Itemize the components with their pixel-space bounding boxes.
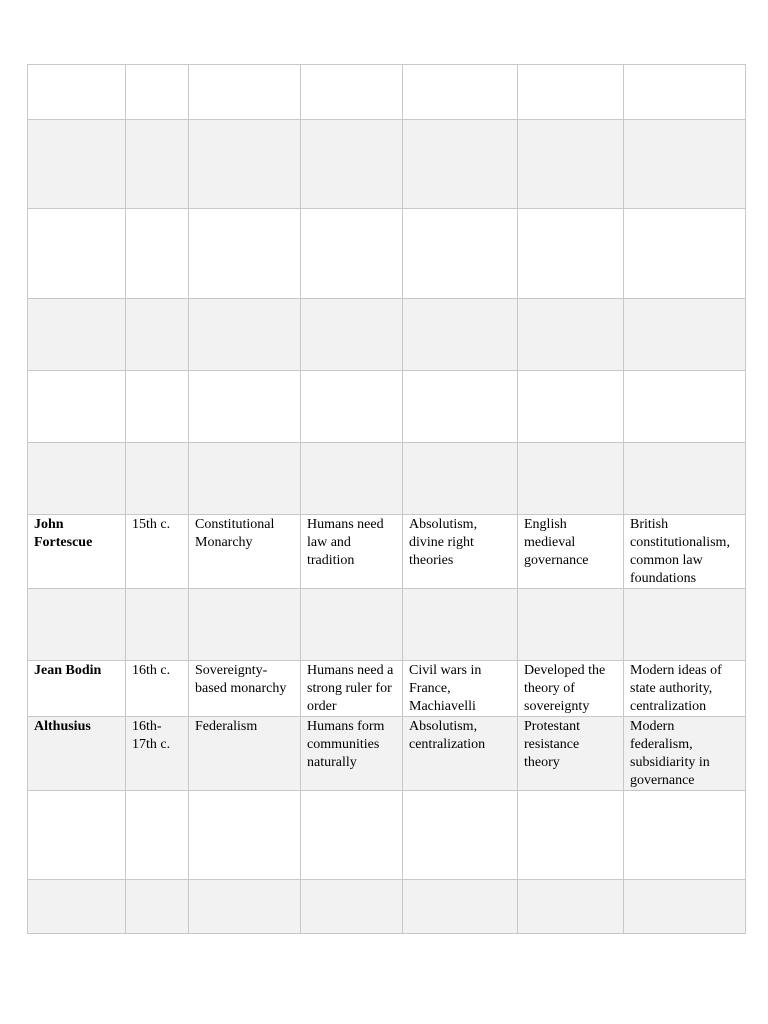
- table-cell-legacy: [624, 515, 746, 589]
- table-row: [28, 661, 746, 717]
- table-row: [28, 371, 746, 443]
- table-cell-thinker: [28, 371, 126, 443]
- table-row: [28, 589, 746, 661]
- table-cell-context: [518, 371, 624, 443]
- table-cell-era: [126, 661, 189, 717]
- table-cell-reacting-to: [403, 661, 518, 717]
- table-cell-era: [126, 299, 189, 371]
- table-row: [28, 443, 746, 515]
- table-cell-context: [518, 65, 624, 120]
- table-cell-reacting-to: [403, 589, 518, 661]
- table-cell-era: [126, 209, 189, 299]
- table-cell-thinker: [28, 661, 126, 717]
- cell-text: Modern ideas of state authority, centralization: [630, 663, 722, 714]
- table-cell-context: [518, 589, 624, 661]
- cell-text: English medieval governance: [524, 517, 589, 568]
- thinkers-table: [27, 64, 746, 934]
- cell-text: 16th-17th c.: [132, 719, 171, 752]
- cell-text: Althusius: [34, 719, 91, 734]
- cell-text: Humans need law and tradition: [307, 517, 384, 568]
- table-cell-reacting-to: [403, 209, 518, 299]
- table-cell-human-nature: [301, 515, 403, 589]
- table-cell-legacy: [624, 880, 746, 934]
- table-cell-legacy: [624, 65, 746, 120]
- table-cell-reacting-to: [403, 717, 518, 791]
- table-cell-context: [518, 880, 624, 934]
- cell-text: Federalism: [195, 719, 258, 734]
- table-row: [28, 209, 746, 299]
- table-cell-human-nature: [301, 65, 403, 120]
- table-cell-context: [518, 299, 624, 371]
- cell-text: Humans need a strong ruler for order: [307, 663, 394, 714]
- table-cell-context: [518, 209, 624, 299]
- table-cell-government: [189, 209, 301, 299]
- table-cell-legacy: [624, 120, 746, 209]
- table-cell-government: [189, 371, 301, 443]
- table-cell-human-nature: [301, 880, 403, 934]
- table-cell-legacy: [624, 299, 746, 371]
- cell-text: 15th c.: [132, 517, 171, 532]
- table-cell-era: [126, 65, 189, 120]
- table-cell-human-nature: [301, 717, 403, 791]
- table-cell-thinker: [28, 717, 126, 791]
- table-cell-government: [189, 515, 301, 589]
- table-cell-government: [189, 717, 301, 791]
- table-cell-government: [189, 443, 301, 515]
- table-cell-era: [126, 791, 189, 880]
- table-cell-reacting-to: [403, 299, 518, 371]
- table-row: [28, 717, 746, 791]
- table-cell-human-nature: [301, 209, 403, 299]
- table-cell-context: [518, 515, 624, 589]
- table-cell-thinker: [28, 209, 126, 299]
- table-cell-government: [189, 65, 301, 120]
- table-cell-era: [126, 717, 189, 791]
- table-cell-government: [189, 791, 301, 880]
- cell-text: Protestant resistance theory: [524, 719, 580, 770]
- table-cell-human-nature: [301, 120, 403, 209]
- cell-text: British constitutionalism, common law foundations: [630, 517, 730, 586]
- table-cell-human-nature: [301, 299, 403, 371]
- table-cell-reacting-to: [403, 120, 518, 209]
- cell-text: Constitutional Monarchy: [195, 517, 275, 550]
- table-row: [28, 65, 746, 120]
- table-cell-human-nature: [301, 371, 403, 443]
- table-cell-legacy: [624, 209, 746, 299]
- table-row: [28, 299, 746, 371]
- table-cell-government: [189, 880, 301, 934]
- table-cell-human-nature: [301, 589, 403, 661]
- table-cell-reacting-to: [403, 791, 518, 880]
- table-cell-context: [518, 717, 624, 791]
- table-cell-thinker: [28, 299, 126, 371]
- cell-text: John Fortescue: [34, 517, 93, 550]
- table-cell-context: [518, 791, 624, 880]
- cell-text: Modern federalism, subsidiarity in governance: [630, 719, 710, 788]
- table-cell-thinker: [28, 120, 126, 209]
- table-cell-thinker: [28, 443, 126, 515]
- table-cell-reacting-to: [403, 65, 518, 120]
- cell-text: 16th c.: [132, 663, 171, 678]
- table-cell-context: [518, 120, 624, 209]
- table-cell-human-nature: [301, 791, 403, 880]
- table-cell-legacy: [624, 443, 746, 515]
- cell-text: Absolutism, centralization: [409, 719, 486, 752]
- table-cell-thinker: [28, 515, 126, 589]
- table-cell-era: [126, 515, 189, 589]
- table-cell-legacy: [624, 791, 746, 880]
- table-cell-era: [126, 589, 189, 661]
- table-cell-legacy: [624, 589, 746, 661]
- table-cell-era: [126, 120, 189, 209]
- table-cell-government: [189, 120, 301, 209]
- table-cell-reacting-to: [403, 515, 518, 589]
- table-row: [28, 515, 746, 589]
- table-cell-reacting-to: [403, 880, 518, 934]
- table-cell-government: [189, 661, 301, 717]
- table-cell-government: [189, 589, 301, 661]
- table-cell-thinker: [28, 791, 126, 880]
- table-cell-government: [189, 299, 301, 371]
- table-cell-human-nature: [301, 661, 403, 717]
- table-cell-reacting-to: [403, 443, 518, 515]
- cell-text: Civil wars in France, Machiavelli: [409, 663, 482, 714]
- table-cell-thinker: [28, 880, 126, 934]
- cell-text: Absolutism, divine right theories: [409, 517, 478, 568]
- table-cell-legacy: [624, 661, 746, 717]
- table-cell-context: [518, 443, 624, 515]
- table-cell-human-nature: [301, 443, 403, 515]
- table-cell-era: [126, 371, 189, 443]
- table-cell-legacy: [624, 371, 746, 443]
- cell-text: Jean Bodin: [34, 663, 102, 678]
- table-cell-legacy: [624, 717, 746, 791]
- cell-text: Humans form communities naturally: [307, 719, 385, 770]
- table-cell-era: [126, 443, 189, 515]
- table-cell-thinker: [28, 589, 126, 661]
- cell-text: Sovereignty-based monarchy: [195, 663, 287, 696]
- table-row: [28, 791, 746, 880]
- table-cell-context: [518, 661, 624, 717]
- table-cell-reacting-to: [403, 371, 518, 443]
- cell-text: Developed the theory of sovereignty: [524, 663, 606, 714]
- table-cell-thinker: [28, 65, 126, 120]
- table-cell-era: [126, 880, 189, 934]
- table-row: [28, 120, 746, 209]
- table-row: [28, 880, 746, 934]
